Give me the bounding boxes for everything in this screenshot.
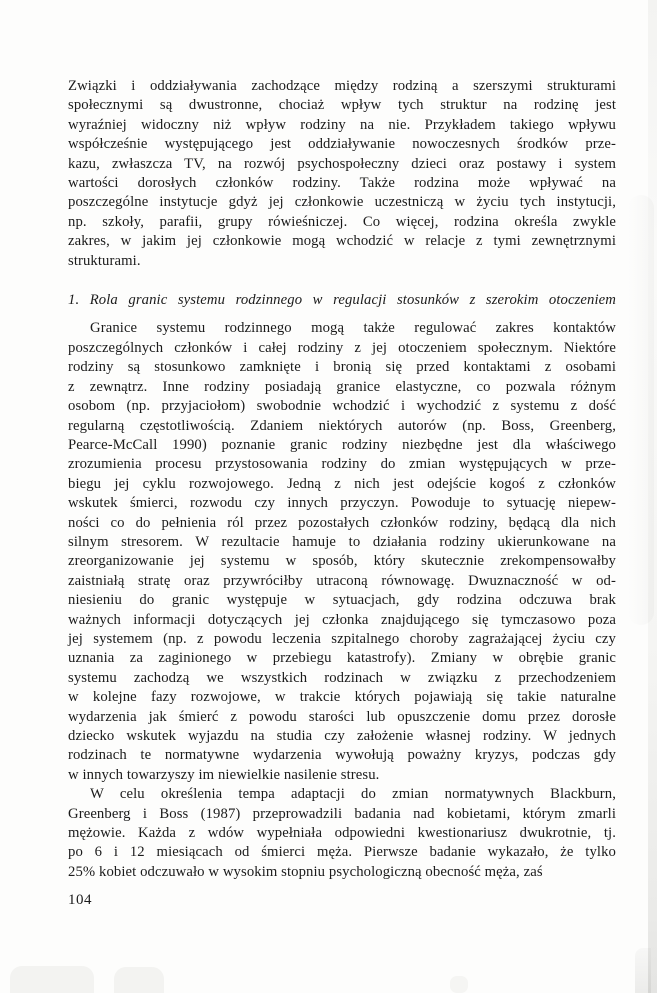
- scan-artifact-bottom-blob-2: [114, 967, 164, 993]
- paragraph-intro: [68, 77, 616, 271]
- text-line: Granice systemu rodzinnego mogą także regulować zakres kontaktów: [90, 320, 616, 337]
- text-line: wskutek śmierci, rozwodu czy innych przyczyn. Powoduje to sytuację niepew-: [68, 495, 616, 512]
- text-line: silnym stresorem. W rezultacie hamuje to działania rodziny ukierunkowane na: [68, 533, 616, 550]
- text-line: z zewnątrz. Inne rodziny posiadają granice elastyczne, co pozwala różnym: [68, 378, 616, 395]
- text-line: Związki i oddziaływania zachodzące między rodziną a szerszymi strukturami: [68, 78, 616, 94]
- text-line: ważnych informacji dotyczących jej członka znajdującego się tymczasowo poza: [68, 611, 616, 628]
- text-line: rodziny są stosunkowo zamknięte i bronią się przed kontaktami z osobami: [68, 359, 616, 376]
- text-line: w innych towarzyszy im niewielkie nasilenie stresu.: [68, 766, 380, 783]
- text-line: poszczególnych członków i całej rodziny z jej otoczeniem społecznym. Niektóre: [68, 339, 616, 356]
- text-line: biegu jej cyklu rozwojowego. Jedną z nich jest odejście kogoś z członków: [68, 475, 616, 492]
- text-line: współcześnie występującego jest oddziaływanie nowoczesnych środków prze-: [68, 136, 616, 153]
- text-line: wydarzenia jak śmierć z powodu starości lub opuszczenie domu przez dorosłe: [68, 708, 616, 725]
- text-line: zakres, w jakim jej członkowie mogą wchodzić w relacje z tymi zewnętrznymi: [68, 233, 616, 250]
- text-line: jej systemem (np. z powodu leczenia szpitalnego choroby zagrażającej życiu czy: [68, 630, 616, 647]
- text-line: np. szkoły, parafii, grupy rówieśniczej. Co więcej, rodzina określa zwykle: [68, 213, 616, 230]
- text-line: społecznymi są dwustronne, chociaż wpływ tych struktur na rodzinę jest: [68, 97, 616, 114]
- text-line: dziecko wskutek wyjazdu na studia czy założenie własnej rodziny. W jednych: [68, 728, 616, 744]
- text-line: wyraźniej widoczny niż wpływ rodziny na nie. Przykładem takiego wpływu: [68, 116, 616, 133]
- text-line: osobom (np. przyjaciołom) swobodnie wchodzić i wychodzić z systemu z dość: [68, 398, 616, 415]
- text-line: uznania za zaginionego w przebiegu katastrofy). Zmiany w obrębie granic: [68, 650, 616, 667]
- text-line: zaistniałą stratę oraz przywróciłby utraconą równowagę. Dwuznaczność w od-: [68, 572, 616, 589]
- text-block: [68, 77, 616, 911]
- text-line: niesieniu do granic występuje w sytuacjach, gdy rodzina odczuwa brak: [68, 592, 616, 609]
- text-line: wartości dorosłych członków rodziny. Także rodzina może wpływać na: [68, 175, 616, 192]
- text-line: rodzinach te normatywne wydarzenia wywołują poważny kryzys, podczas gdy: [68, 747, 616, 764]
- text-line: po 6 i 12 miesiącach od śmierci męża. Pierwsze badanie wykazało, że tylko: [68, 844, 616, 861]
- text-line: 25% kobiet odczuwało w wysokim stopniu psychologiczną obecność męża, zaś: [68, 863, 543, 880]
- text-line: zrozumienia procesu przystosowania rodziny do zmian występujących w prze-: [68, 456, 616, 473]
- section-heading: 1. Rola granic systemu rodzinnego w regulacji stosunków z szerokim otoczeniem: [68, 292, 616, 309]
- page-number: 104: [68, 892, 92, 909]
- text-line: ności co do pełnienia ról przez pozostałych członków rodziny, będącą dla nich: [68, 514, 616, 531]
- text-line: Pearce-McCall 1990) poznanie granic rodziny niezbędne jest dla właściwego: [68, 436, 616, 453]
- text-line: zreorganizowanie jej systemu w sposób, który skutecznie zrekompensowałby: [68, 553, 616, 570]
- text-line: strukturami.: [68, 252, 141, 269]
- scan-artifact-right-edge: [648, 0, 657, 993]
- text-line: regularną częstotliwością. Zdaniem niektórych autorów (np. Boss, Greenberg,: [68, 417, 616, 434]
- scan-artifact-bottom-right-corner: [635, 948, 651, 993]
- paragraph-boundaries: [68, 319, 616, 785]
- text-line: mężowie. Każda z wdów wypełniała odpowiedni kwestionariusz dwukrotnie, tj.: [68, 825, 616, 842]
- text-line: Greenberg i Boss (1987) przeprowadzili badania nad kobietami, którym zmarli: [68, 805, 616, 822]
- text-line: W celu określenia tempa adaptacji do zmian normatywnych Blackburn,: [90, 786, 616, 803]
- scan-artifact-margin-smudge: [628, 195, 654, 625]
- text-line: kazu, zwłaszcza TV, na rozwój psychospołeczny dzieci oraz postawy i system: [68, 155, 616, 172]
- text-line: w kolejne fazy rozwojowe, w trakcie których pojawiają się takie naturalne: [68, 689, 616, 706]
- scan-artifact-bottom-blob-3: [450, 976, 468, 993]
- text-line: systemu zachodzą we wszystkich rodzinach w związku z przechodzeniem: [68, 669, 616, 686]
- text-line: poszczególne instytucje gdyż jej członkowie uczestniczą w życiu tych instytucji,: [68, 194, 616, 211]
- scan-artifact-bottom-blob-1: [10, 966, 94, 993]
- paragraph-study: [68, 785, 616, 882]
